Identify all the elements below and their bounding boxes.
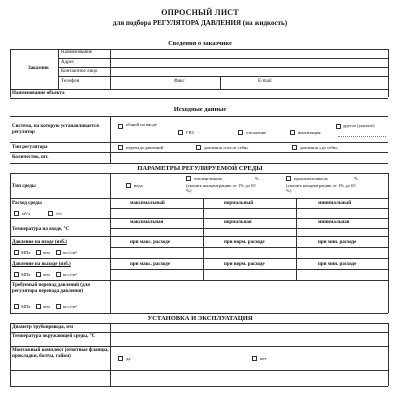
temp-col-max: максимальная	[130, 220, 164, 225]
quantity-label: Количество, шт.	[12, 155, 49, 160]
rule	[203, 198, 204, 280]
rule	[10, 313, 388, 314]
customer-label: Заказчик	[28, 66, 49, 71]
field-email-label: E-mail	[258, 79, 272, 84]
p-out-at-max: при макс. расходе	[130, 262, 170, 267]
p-in-kgf-label: кгс/см²	[63, 250, 77, 255]
rule	[58, 49, 59, 89]
medium-checkbox-propylene[interactable]	[286, 176, 291, 181]
system-hws-label: ГВС	[186, 130, 195, 135]
flow-col-min: минимальный	[318, 201, 352, 206]
kit-yes-label: да	[126, 356, 131, 361]
rule	[10, 386, 388, 387]
rule	[110, 198, 111, 313]
setpoint-unit-kgf[interactable]	[56, 304, 61, 309]
rule	[10, 236, 388, 237]
p-out-at-min: при мин. расходе	[318, 262, 357, 267]
p-out-at-nom: при норм. расходе	[224, 262, 265, 267]
unit-m3h-label: м³/ч	[22, 211, 30, 216]
type-before-label: давления «до себя»	[300, 145, 338, 150]
medium-water-label: вода	[134, 183, 143, 188]
p-in-atm-label: атм	[43, 250, 50, 255]
rule	[296, 198, 297, 280]
system-checkbox-ventilation[interactable]	[290, 130, 295, 135]
percent-sign: %	[255, 176, 259, 181]
rule	[110, 116, 111, 164]
p-in-at-max: при макс. расходе	[130, 240, 170, 245]
rule	[58, 67, 388, 68]
section-medium: ПАРАМЕТРЫ РЕГУЛИРУЕМОЙ СРЕДЫ	[137, 165, 263, 172]
p-in-at-nom: при норм. расходе	[224, 240, 265, 245]
form-subtitle: для подбора РЕГУЛЯТОРА ДАВЛЕНИЯ (на жидкость)	[112, 19, 288, 27]
rule	[10, 98, 388, 99]
unit-checkbox-m3h[interactable]	[14, 211, 19, 216]
type-after-label: давления «после себя»	[204, 145, 249, 150]
p-out-unit-mpa[interactable]	[14, 272, 19, 277]
p-out-atm-label: атм	[43, 272, 50, 277]
p-in-unit-atm[interactable]	[36, 250, 41, 255]
rule	[10, 173, 388, 174]
p-in-mpa-label: МПа	[21, 250, 31, 255]
field-fax-label: Факс	[174, 79, 185, 84]
p-in-unit-kgf[interactable]	[56, 250, 61, 255]
rule	[110, 323, 111, 386]
rule	[388, 173, 389, 313]
rule	[10, 89, 388, 90]
kit-label: Монтажный комплект (ответные фланцы, прокладки, болты, гайки)	[12, 348, 109, 359]
rule	[110, 49, 111, 89]
p-out-unit-kgf[interactable]	[56, 272, 61, 277]
medium-propylene-label: пропиленгликоль	[294, 176, 328, 181]
medium-ethylene-label: этиленгликоль	[194, 176, 223, 181]
system-checkbox-heating[interactable]	[238, 130, 243, 135]
system-checkbox-hws[interactable]	[178, 130, 183, 135]
kit-checkbox-yes[interactable]	[118, 356, 123, 361]
type-differential-label: перепада давлений	[126, 145, 164, 150]
percent-sign-2: %	[354, 176, 358, 181]
system-heating-label: отопление	[246, 130, 267, 135]
medium-checkbox-water[interactable]	[126, 183, 131, 188]
type-checkbox-after[interactable]	[196, 145, 201, 150]
rule	[10, 332, 388, 333]
system-checkbox-other[interactable]	[336, 124, 341, 129]
rule	[10, 370, 388, 371]
system-ventilation-label: вентиляция	[298, 130, 321, 135]
object-label: Наименование объекта	[12, 91, 65, 96]
field-name-label: Наименование	[61, 50, 93, 55]
kit-checkbox-no[interactable]	[252, 356, 257, 361]
temp-col-min: минимальная	[318, 220, 350, 225]
rule	[10, 116, 388, 117]
temp-label: Температура на входе, °С	[12, 227, 70, 232]
section-initial: Исходные данные	[173, 106, 227, 113]
rule	[388, 49, 389, 97]
rule	[110, 173, 111, 198]
system-main-label: общий на вводе	[126, 122, 157, 127]
rule	[110, 228, 388, 229]
rule	[10, 152, 388, 153]
other-fill-line	[338, 136, 386, 137]
flow-label: Расход среды	[12, 201, 42, 206]
temp-col-nom: нормальная	[224, 220, 252, 225]
rule	[58, 76, 388, 77]
system-checkbox-main[interactable]	[118, 124, 123, 129]
medium-checkbox-ethylene[interactable]	[186, 176, 191, 181]
rule	[58, 58, 388, 59]
medium-type-label: Тип среды	[12, 184, 36, 189]
system-other-label: другое (указать)	[343, 123, 375, 128]
rule	[10, 173, 11, 313]
type-checkbox-differential[interactable]	[118, 145, 123, 150]
p-out-label: Давление на выходе (изб.)	[12, 262, 71, 267]
rule	[10, 280, 388, 281]
rule	[10, 323, 11, 386]
flow-col-max: максимальный	[130, 201, 165, 206]
system-label: Система, на которую устанавливается регулятор	[12, 124, 99, 135]
field-contact-label: Контактное лицо	[61, 69, 98, 74]
rule	[10, 218, 388, 219]
unit-checkbox-th[interactable]	[48, 211, 53, 216]
rule	[10, 163, 388, 164]
p-out-unit-atm[interactable]	[36, 272, 41, 277]
p-out-mpa-label: МПа	[21, 272, 31, 277]
setpoint-atm-label: атм	[43, 304, 50, 309]
p-in-label: Давление на входе (изб.)	[12, 240, 67, 245]
setpoint-unit-mpa[interactable]	[14, 304, 19, 309]
rule	[110, 269, 388, 270]
rule	[110, 247, 388, 248]
regulator-type-label: Тип регулятора	[12, 145, 48, 150]
rule	[10, 323, 388, 324]
rule	[388, 323, 389, 386]
env-temp-label: Температура окружающей среды, °С	[12, 334, 96, 339]
rule	[10, 142, 388, 143]
setpoint-mpa-label: МПа	[21, 304, 31, 309]
diameter-label: Диаметр трубопровода, мм	[12, 325, 73, 330]
section-install: УСТАНОВКА И ЭКСПЛУАТАЦИЯ	[147, 315, 253, 322]
setpoint-kgf-label: кгс/см²	[63, 304, 77, 309]
field-phone-label: Телефон	[61, 79, 80, 84]
rule	[220, 77, 221, 89]
unit-th-label: т/ч	[56, 211, 62, 216]
rule	[10, 198, 388, 199]
p-in-at-min: при мин. расходе	[318, 240, 357, 245]
field-address-label: Адрес	[61, 60, 75, 65]
propylene-note: (указать концентрацию от 1% до 65 %)	[286, 183, 356, 194]
rule	[10, 346, 388, 347]
section-customer: Сведения о заказчике	[168, 40, 232, 47]
p-in-unit-mpa[interactable]	[14, 250, 19, 255]
setpoint-label: Требуемый перепад давлений (для регулятора перепада давления)	[12, 283, 91, 294]
kit-no-label: нет	[260, 356, 267, 361]
ethylene-note: (указать концентрацию от 1% до 65 %)	[186, 183, 256, 194]
rule	[110, 208, 388, 209]
type-checkbox-before[interactable]	[292, 145, 297, 150]
rule	[10, 258, 388, 259]
form-title: ОПРОСНЫЙ ЛИСТ	[161, 8, 239, 17]
setpoint-unit-atm[interactable]	[36, 304, 41, 309]
p-out-kgf-label: кгс/см²	[63, 272, 77, 277]
flow-col-nom: нормальный	[224, 201, 254, 206]
